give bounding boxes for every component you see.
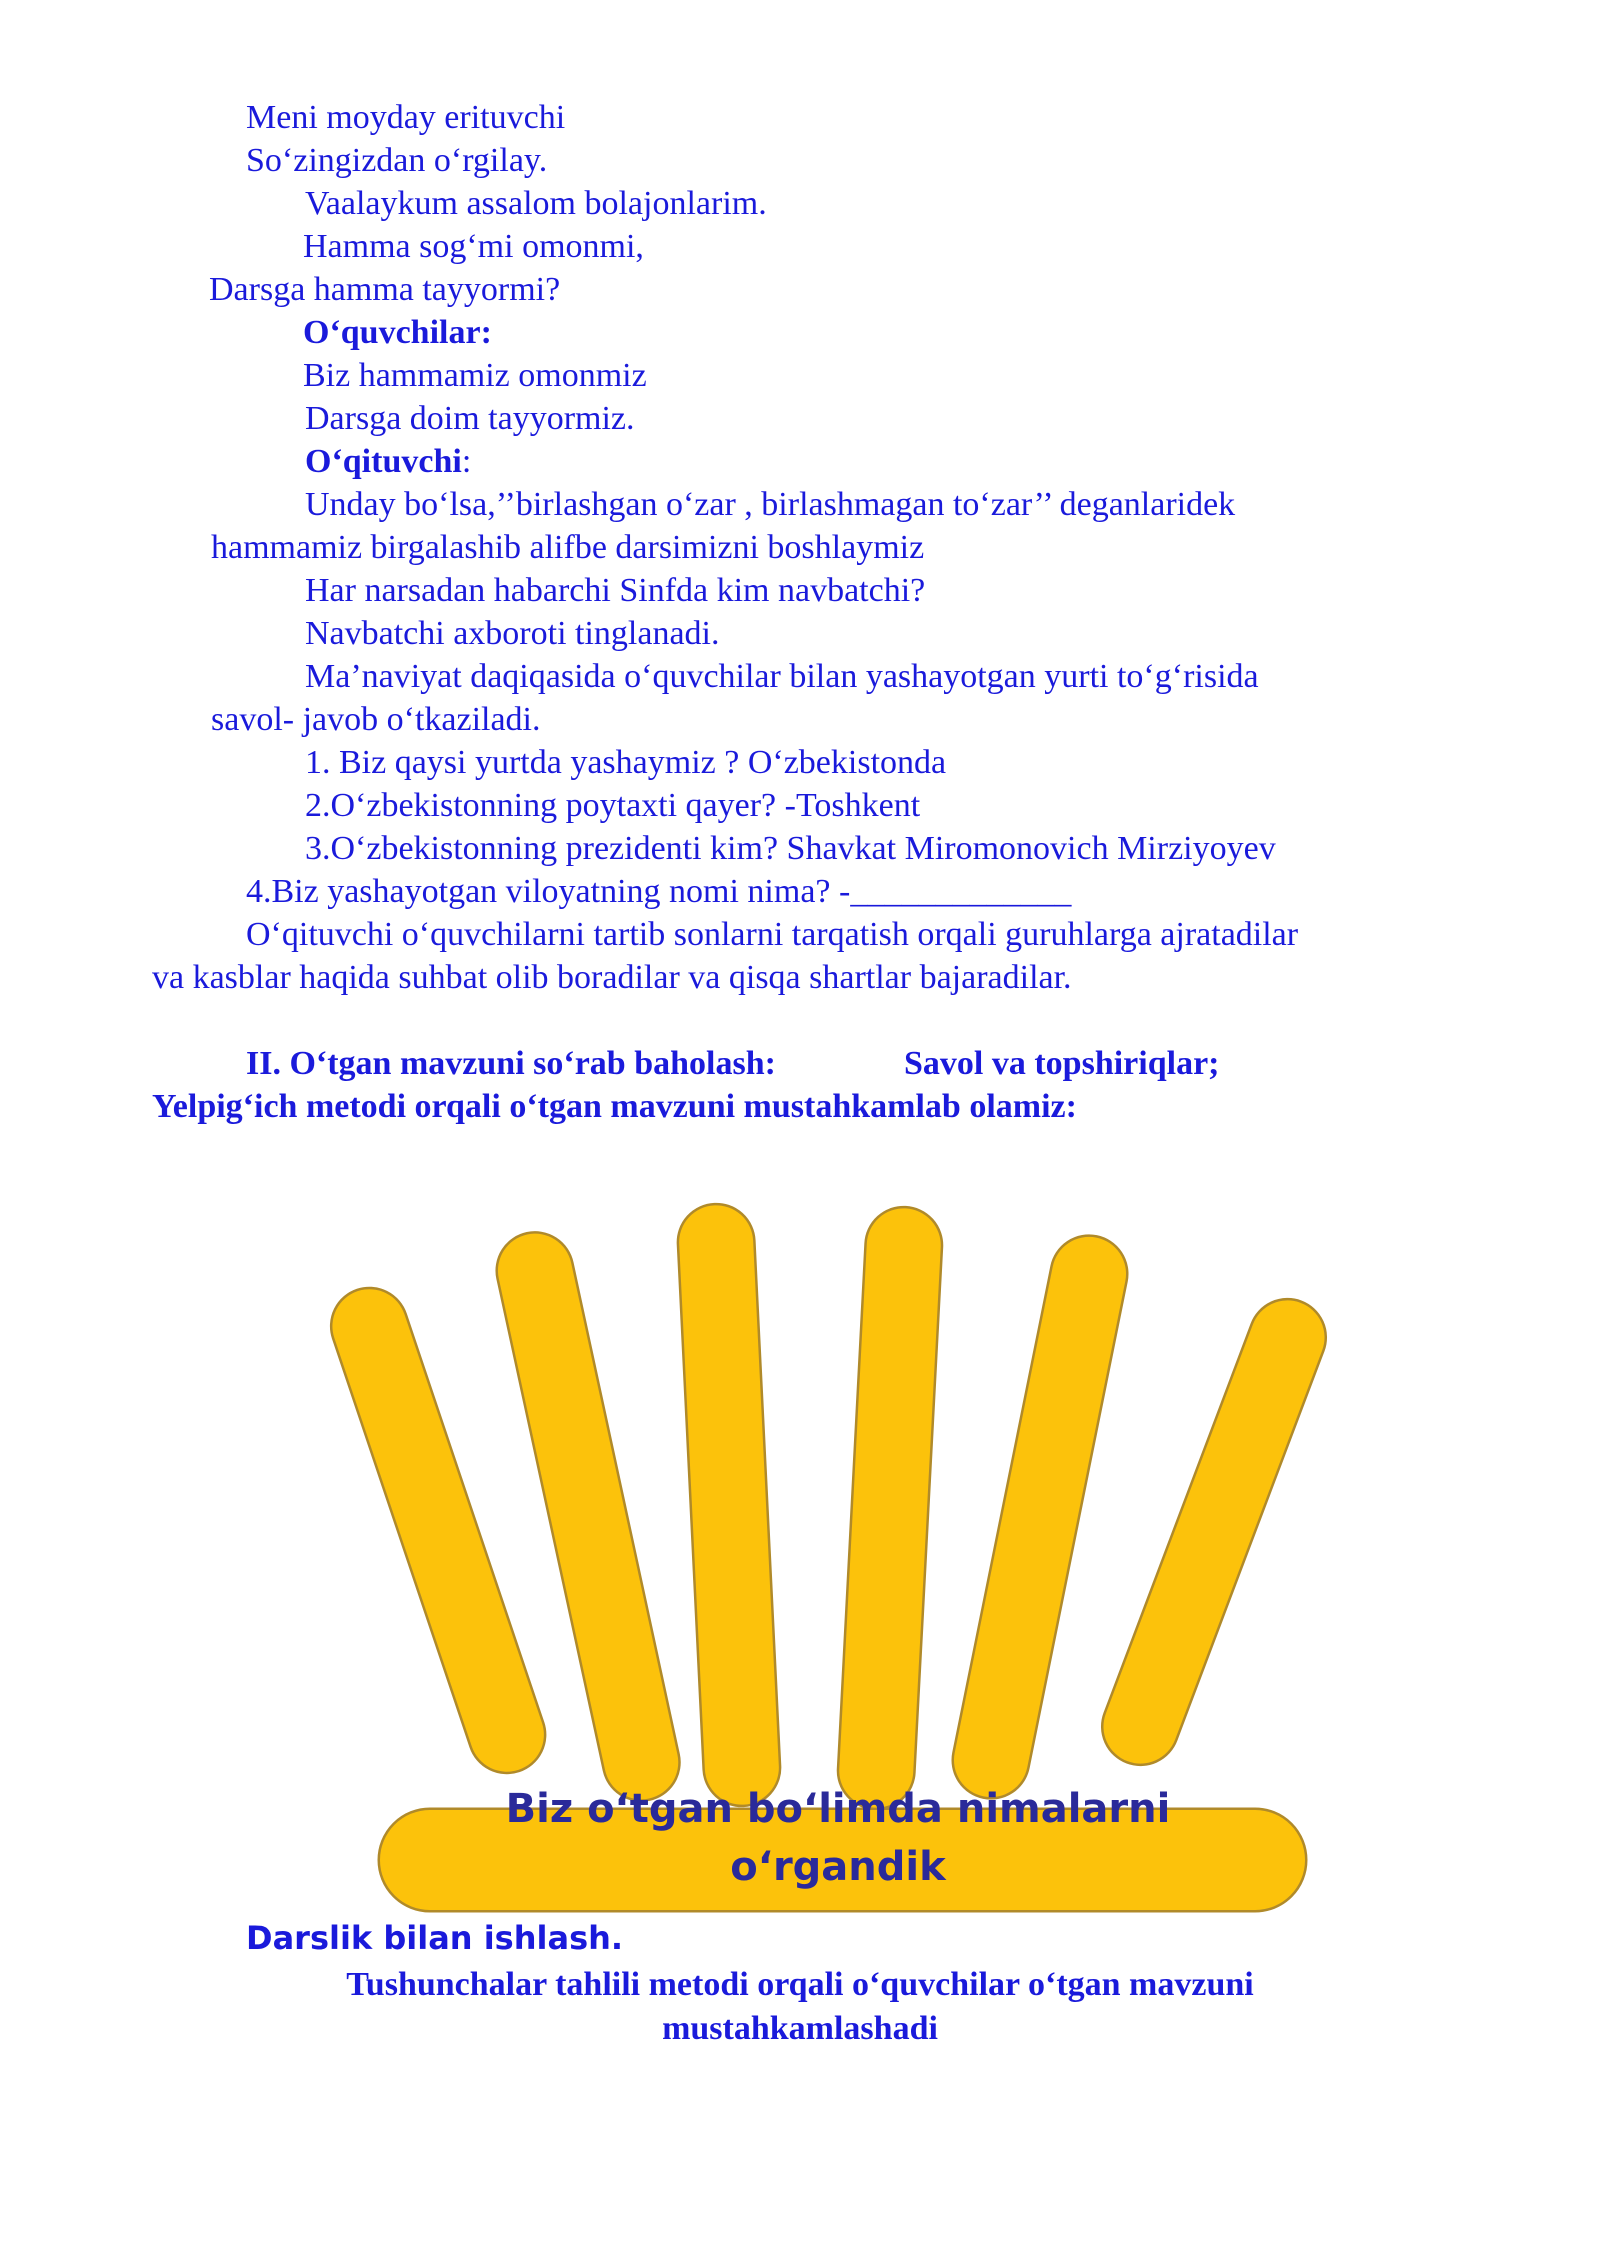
- pupils-line-2: Darsga doim tayyormiz.: [305, 400, 635, 437]
- greeting-line-3: Darsga hamma tayyormi?: [209, 271, 561, 308]
- question-2: 2.O‘zbekistonning poytaxti qayer? -Toshkent: [305, 787, 921, 824]
- poem-line-2: So‘zingizdan o‘rgilay.: [246, 142, 548, 179]
- question-1: 1. Biz qaysi yurtda yashaymiz ? O‘zbekistonda: [305, 744, 947, 781]
- pupils-line-1: Biz hammamiz omonmiz: [303, 357, 647, 394]
- teacher-line-5: Ma’naviyat daqiqasida o‘quvchilar bilan yashayotgan yurti to‘g‘risida: [305, 658, 1259, 695]
- poem-line-1: Meni moyday erituvchi: [246, 99, 566, 136]
- teacher-line-2: hammamiz birgalashib alifbe darsimizni boshlaymiz: [211, 529, 925, 566]
- speaker-teacher-colon: :: [461, 443, 472, 480]
- greeting-line-1: Vaalaykum assalom bolajonlarim.: [305, 185, 767, 222]
- fan-blade-fill-3: [677, 1204, 780, 1807]
- teacher-line-4: Navbatchi axboroti tinglanadi.: [305, 615, 720, 652]
- teacher-line-1: Unday bo‘lsa,’’birlashgan o‘zar , birlashmagan to‘zar’’ deganlaridek: [305, 486, 1236, 523]
- speaker-teacher: O‘qituvchi: [305, 443, 462, 480]
- question-4: 4.Biz yashayotgan viloyatning nomi nima? -_____________: [246, 873, 1072, 910]
- teacher-line-8: va kasblar haqida suhbat olib boradilar va qisqa shartlar bajaradilar.: [152, 959, 1072, 996]
- greeting-line-2: Hamma sog‘mi omonmi,: [303, 228, 644, 265]
- teacher-line-7: O‘qituvchi o‘quvchilarni tartib sonlarni tarqatish orqali guruhlarga ajratadilar: [246, 916, 1299, 953]
- fan-label-line-1: Biz o‘tgan bo‘limda nimalarni: [505, 1786, 1171, 1832]
- teacher-line-3: Har narsadan habarchi Sinfda kim navbatchi?: [305, 572, 926, 609]
- section-2-subheading: Yelpig‘ich metodi orqali o‘tgan mavzuni mustahkamlab olamiz:: [152, 1088, 1077, 1125]
- teacher-line-6: savol- javob o‘tkaziladi.: [211, 701, 541, 738]
- fan-label-line-2: o‘rgandik: [730, 1844, 946, 1890]
- section-2-heading: II. O‘tgan mavzuni so‘rab baholash:: [246, 1045, 776, 1082]
- darslik-heading: Darslik bilan ishlash.: [246, 1919, 624, 1957]
- speaker-pupils: O‘quvchilar:: [303, 314, 492, 351]
- tushuncha-line-1: Tushunchalar tahlili metodi orqali o‘quvchilar o‘tgan mavzuni: [346, 1966, 1254, 2003]
- question-3: 3.O‘zbekistonning prezidenti kim? Shavkat Miromonovich Mirziyoyev: [305, 830, 1276, 867]
- fan-blade-fill-6: [1093, 1290, 1335, 1775]
- fan-blade-fill-4: [837, 1206, 942, 1809]
- section-2-heading-right: Savol va topshiriqlar;: [904, 1045, 1220, 1082]
- tushuncha-line-2: mustahkamlashadi: [662, 2010, 938, 2047]
